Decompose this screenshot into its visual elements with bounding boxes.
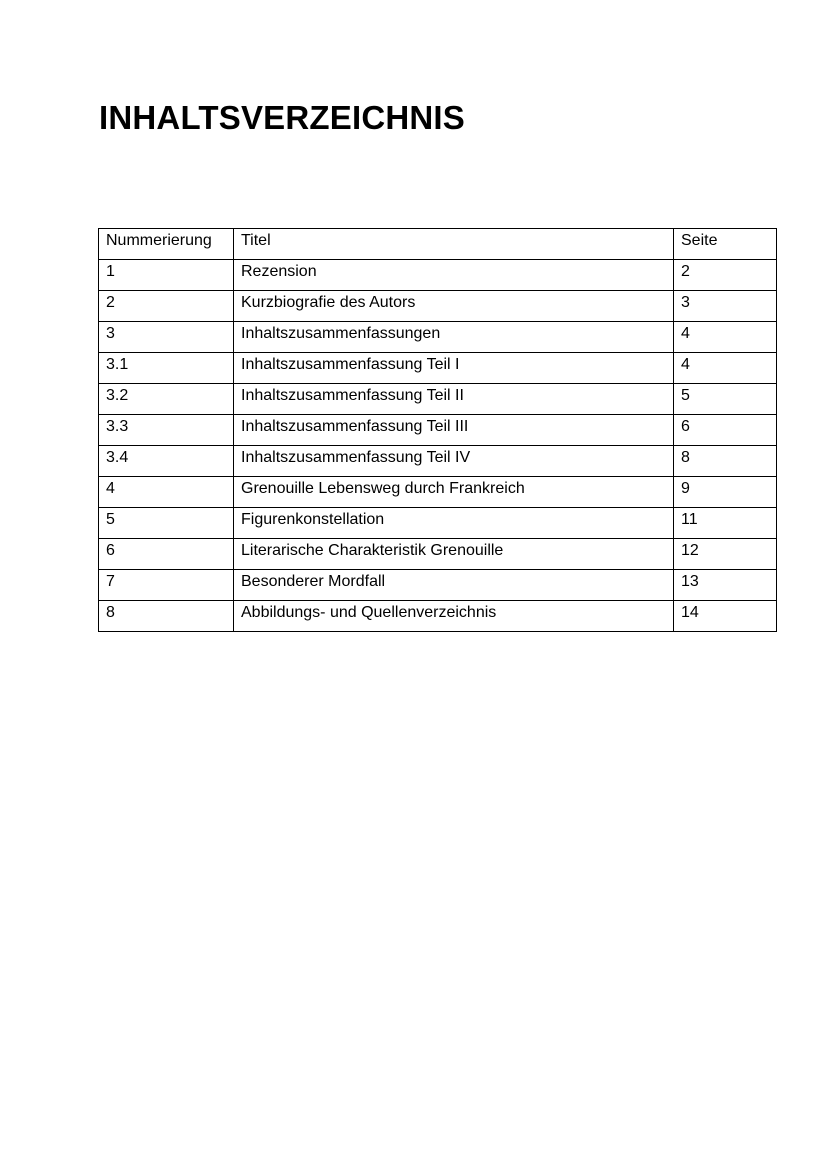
row-page: 2 bbox=[674, 260, 777, 291]
row-title: Rezension bbox=[234, 260, 674, 291]
row-title: Literarische Charakteristik Grenouille bbox=[234, 539, 674, 570]
row-page: 5 bbox=[674, 384, 777, 415]
row-page: 9 bbox=[674, 477, 777, 508]
page-title: INHALTSVERZEICHNIS bbox=[99, 99, 466, 136]
row-title: Inhaltszusammenfassungen bbox=[234, 322, 674, 353]
table-row bbox=[99, 601, 777, 632]
table-row bbox=[99, 322, 777, 353]
row-number: 3.3 bbox=[99, 415, 234, 446]
row-page: 11 bbox=[674, 508, 777, 539]
table-row bbox=[99, 415, 777, 446]
row-number: 6 bbox=[99, 539, 234, 570]
row-number: 1 bbox=[99, 260, 234, 291]
row-number: 3.2 bbox=[99, 384, 234, 415]
row-title: Abbildungs- und Quellenverzeichnis bbox=[234, 601, 674, 632]
row-number: 7 bbox=[99, 570, 234, 601]
row-page: 3 bbox=[674, 291, 777, 322]
header-title: Titel bbox=[234, 229, 674, 260]
row-number: 8 bbox=[99, 601, 234, 632]
row-page: 14 bbox=[674, 601, 777, 632]
table-row bbox=[99, 384, 777, 415]
row-number: 4 bbox=[99, 477, 234, 508]
table-row bbox=[99, 353, 777, 384]
table-header-row bbox=[99, 229, 777, 260]
header-number: Nummerierung bbox=[99, 229, 234, 260]
row-page: 6 bbox=[674, 415, 777, 446]
table-row bbox=[99, 260, 777, 291]
row-number: 2 bbox=[99, 291, 234, 322]
row-page: 4 bbox=[674, 322, 777, 353]
row-page: 12 bbox=[674, 539, 777, 570]
row-number: 3.4 bbox=[99, 446, 234, 477]
row-title: Inhaltszusammenfassung Teil III bbox=[234, 415, 674, 446]
table-of-contents bbox=[98, 228, 777, 632]
row-number: 3.1 bbox=[99, 353, 234, 384]
row-page: 13 bbox=[674, 570, 777, 601]
row-title: Figurenkonstellation bbox=[234, 508, 674, 539]
table-row bbox=[99, 539, 777, 570]
row-title: Besonderer Mordfall bbox=[234, 570, 674, 601]
table-row bbox=[99, 446, 777, 477]
row-page: 4 bbox=[674, 353, 777, 384]
row-title: Grenouille Lebensweg durch Frankreich bbox=[234, 477, 674, 508]
header-page: Seite bbox=[674, 229, 777, 260]
row-title: Kurzbiografie des Autors bbox=[234, 291, 674, 322]
table-row bbox=[99, 570, 777, 601]
row-title: Inhaltszusammenfassung Teil IV bbox=[234, 446, 674, 477]
table-row bbox=[99, 477, 777, 508]
row-title: Inhaltszusammenfassung Teil II bbox=[234, 384, 674, 415]
row-title: Inhaltszusammenfassung Teil I bbox=[234, 353, 674, 384]
table-row bbox=[99, 508, 777, 539]
row-number: 3 bbox=[99, 322, 234, 353]
table-row bbox=[99, 291, 777, 322]
row-number: 5 bbox=[99, 508, 234, 539]
row-page: 8 bbox=[674, 446, 777, 477]
